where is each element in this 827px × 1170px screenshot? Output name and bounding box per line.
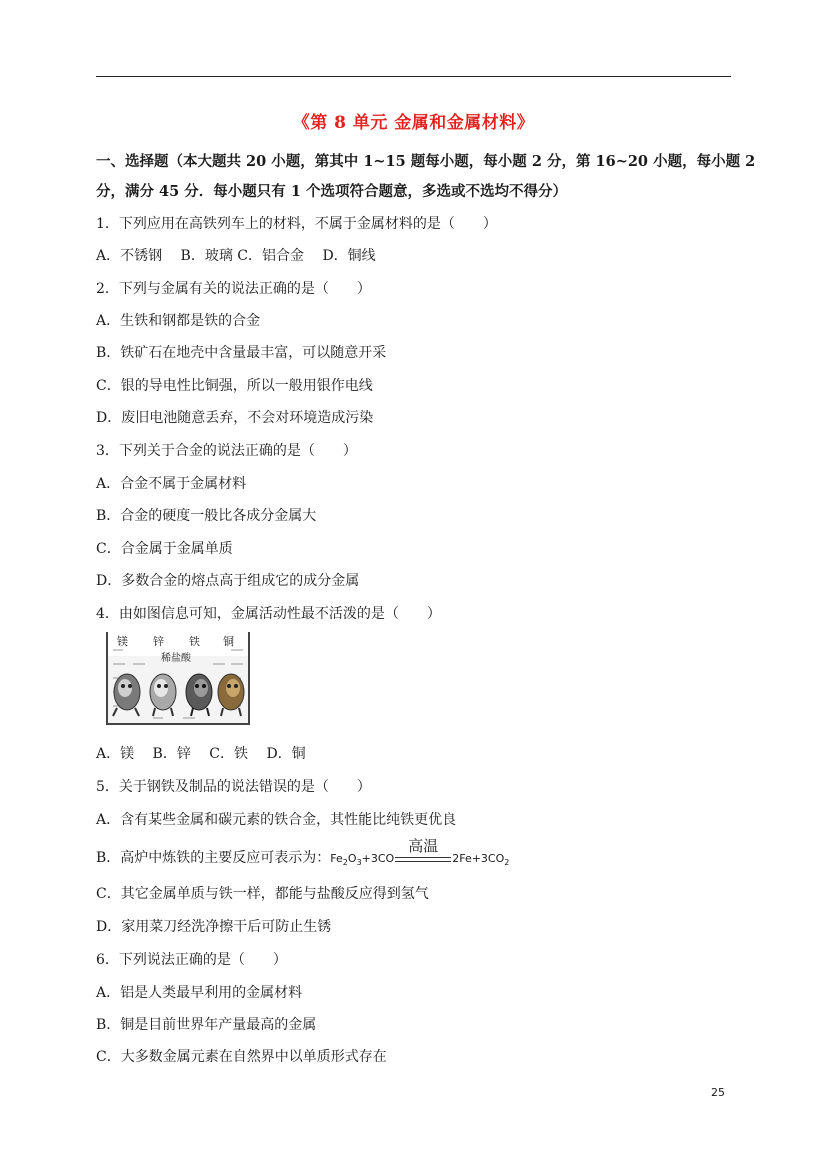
question-2-option-d: D．废旧电池随意丢弃，不会对环境造成污染 [96, 410, 374, 426]
metal-cartoon-zn [150, 674, 176, 716]
equation-reactants: $Fe_2O_3+3CO$ [330, 852, 395, 868]
question-2-option-a: A．生铁和钢都是铁的合金 [96, 313, 261, 329]
question-6-stem: 6．下列说法正确的是（ ） [96, 952, 287, 968]
question-3-option-d: D．多数合金的熔点高于组成它的成分金属 [96, 573, 360, 589]
question-6-option-a: A．铝是人类最早利用的金属材料 [96, 985, 303, 1001]
question-6-option-c: C．大多数金属元素在自然界中以单质形式存在 [96, 1049, 387, 1065]
question-4-stem: 4．由如图信息可知，金属活动性最不活泼的是（ ） [96, 606, 441, 622]
question-5-option-c: C．其它金属单质与铁一样，都能与盐酸反应得到氢气 [96, 886, 429, 902]
equation-products: $2Fe+3CO_2$ [452, 852, 510, 868]
figure-label-cu: 铜 [223, 635, 234, 648]
figure-acid-label: 稀盐酸 [161, 653, 191, 664]
question-3-option-a: A．合金不属于金属材料 [96, 476, 247, 492]
question-1-stem: 1．下列应用在高铁列车上的材料，不属于金属材料的是（ ） [96, 216, 497, 232]
question-5-option-b [96, 837, 510, 873]
question-5-option-b-text: B．高炉中炼铁的主要反应可表示为： [96, 850, 331, 866]
metal-cartoon-mg [113, 674, 140, 716]
question-6-option-b: B．铜是目前世界年产量最高的金属 [96, 1017, 317, 1033]
question-2-stem: 2．下列与金属有关的说法正确的是（ ） [96, 281, 371, 297]
question-3-option-b: B．合金的硬度一般比各成分金属大 [96, 508, 317, 524]
figure-label-mg: 镁 [117, 635, 128, 648]
metal-acid-figure [103, 630, 251, 726]
question-4-options: A．镁 B．锌 C．铁 D．铜 [96, 746, 306, 762]
section-heading-line-2: 分，满分 45 分．每小题只有 1 个选项符合题意，多选或不选均不得分） [96, 183, 567, 200]
question-5-stem: 5．关于钢铁及制品的说法错误的是（ ） [96, 779, 371, 795]
question-5-option-a: A．含有某些金属和碳元素的铁合金，其性能比纯铁更优良 [96, 812, 457, 828]
question-3-option-c: C．合金属于金属单质 [96, 541, 233, 557]
figure-label-zn: 锌 [153, 635, 164, 648]
page-number: 25 [711, 1086, 725, 1099]
equation-condition: 高温 [408, 837, 439, 855]
question-2-option-c: C．银的导电性比铜强，所以一般用银作电线 [96, 378, 373, 394]
question-5-option-d: D．家用菜刀经洗净擦干后可防止生锈 [96, 919, 332, 935]
question-2-option-b: B．铁矿石在地壳中含量最丰富，可以随意开采 [96, 345, 387, 361]
section-heading-line-1: 一、选择题（本大题共 20 小题，第其中 1~15 题每小题，每小题 2 分，第 16~20 小题，每小题 2 [96, 153, 756, 170]
equation-equals-sign [395, 837, 451, 868]
page-title: 《第 8 单元 金属和金属材料》 [292, 113, 535, 133]
question-3-stem: 3．下列关于合金的说法正确的是（ ） [96, 443, 357, 459]
figure-label-fe: 铁 [189, 635, 200, 648]
header-rule [96, 76, 731, 77]
question-1-options: A．不锈钢 B．玻璃 C．铝合金 D．铜线 [96, 248, 376, 264]
metal-cartoon-cu [218, 674, 244, 716]
